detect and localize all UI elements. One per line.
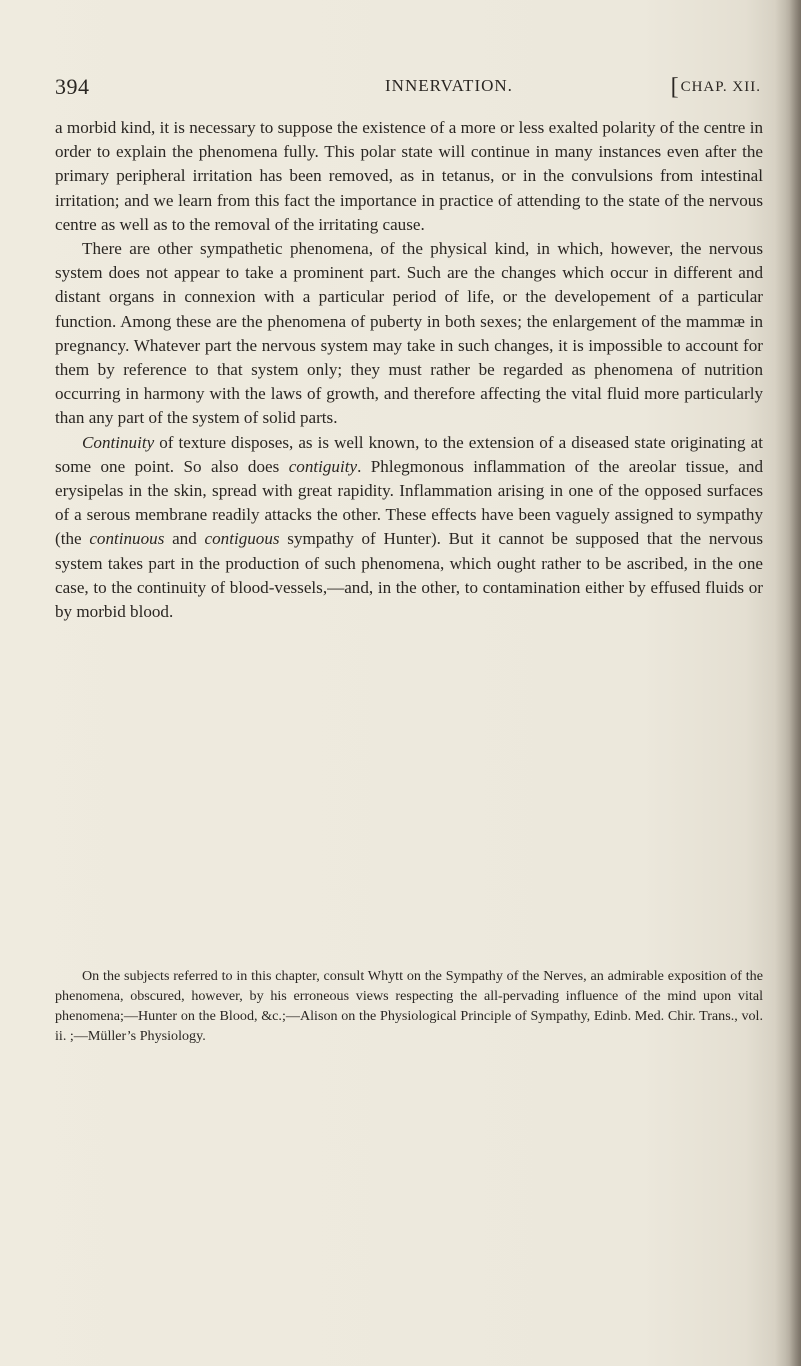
italic-term-continuity: Continuity [82, 432, 155, 452]
page-number: 394 [55, 74, 90, 99]
page-edge-shadow [775, 0, 801, 1366]
footnote [55, 966, 763, 1046]
main-text [55, 116, 763, 624]
page-header [55, 74, 763, 110]
footnote-text: On the subjects referred to in this chapter, consult Whytt on the Sympathy of the Nerves, an admirable exposition of the phenomena, obscured, however, by his erroneous views respecting the all-pervading influence of the mind upon vital phenomena;—Hunter on the Blood, &c.;—Alison on the Physiological Principle of Sympathy, Edinb. Med. Chir. Trans., vol. ii. ;—Müller’s Physiology. [55, 968, 763, 1044]
italic-term-contiguity: contiguity [288, 456, 358, 476]
italic-term-contiguous: contiguous [204, 529, 280, 549]
chapter-label: CHAP. XII. [680, 79, 761, 95]
paragraph-1: a morbid kind, it is necessary to suppose the existence of a more or less exalted polarity of the centre in order to explain the phenomena fully. This polar state will continue in many instances even after the primary peripheral irritation has been removed, as in tetanus, or in the convulsions from intestinal irritation; and we learn from this fact the importance in practice of attending to the state of the nervous centre as well as to the removal of the irritating cause. [55, 118, 763, 234]
paragraph-3-text-3: and [164, 529, 205, 549]
chapter-bracket: [ [670, 74, 680, 100]
italic-term-continuous: continuous [89, 529, 165, 549]
chapter-reference [671, 74, 761, 101]
running-title: INNERVATION. [385, 76, 513, 95]
paragraph-3-text-2: . Phlegmonous inflammation of the areolar tissue, and erysipelas in the skin, spread with great rapidity. Inflammation arising in one of the opposed surfaces of a serous membrane readily attacks the other. These effects have been vaguely assigned to sympathy (the [55, 456, 763, 549]
paragraph-3 [55, 431, 763, 625]
paragraph-3-text-1: of texture disposes, as is well known, to the extension of a diseased state originating at some one point. So also does [55, 432, 763, 476]
paragraph-2: There are other sympathetic phenomena, of the physical kind, in which, however, the nervous system does not appear to take a prominent part. Such are the changes which occur in different and distant organs in connexion with a particular period of life, or the developement of a particular function. Among these are the phenomena of puberty in both sexes; the enlargement of the mammæ in pregnancy. Whatever part the nervous system may take in such changes, it is impossible to account for them by reference to that system only; they must rather be regarded as phenomena of nutrition occurring in harmony with the laws of growth, and therefore affecting the vital fluid more particularly than any part of the system of solid parts. [55, 239, 763, 428]
paragraph-3-text-4: sympathy of Hunter). But it cannot be supposed that the nervous system takes part in the production of such phenomena, which ought rather to be ascribed, in the one case, to the continuity of blood-vessels,—and, in the other, to contamination either by effused fluids or by morbid blood. [55, 529, 763, 622]
